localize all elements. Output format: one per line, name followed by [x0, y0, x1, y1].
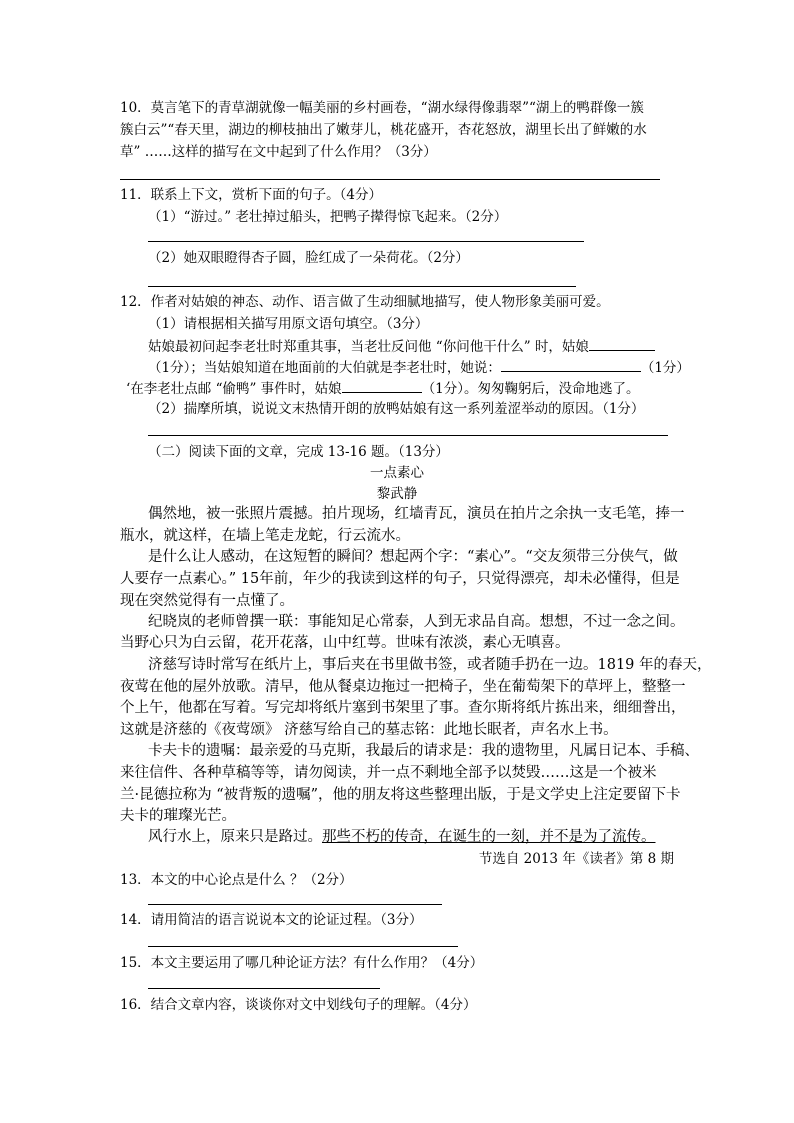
q12-fill-b-text: （1分）；当姑娘知道在地面前的大伯就是李老壮时，她说：	[148, 360, 501, 376]
q12-title: 12．作者对姑娘的神态、动作、语言做了生动细腻地描写，使人物形象美丽可爱。	[120, 294, 610, 310]
q11-sub-1-answer-line[interactable]	[148, 241, 584, 242]
article-paragraph-1-line: 偶然地，被一张照片震撼。拍片现场，红墙青瓦，演员在拍片之余执一支毛笔，捧一	[148, 506, 685, 522]
q12-sub-2-answer-line[interactable]	[148, 435, 668, 436]
q10-line-3: 草” ……这样的描写在文中起到了什么作用？（3分）	[120, 144, 437, 160]
article-paragraph-5-line: 来往信件、各种草稿等等，请勿阅读，并一点不剩地全部予以焚毁……这是一个被米	[120, 765, 657, 781]
q15: 15．本文主要运用了哪几种论证方法？有什么作用？（4分）	[120, 955, 484, 971]
q11-sub-2: （2）她双眼瞪得杏子圆，脸红成了一朵荷花。（2分）	[148, 250, 469, 266]
q13: 13．本文的中心论点是什么 ？（2分）	[120, 872, 353, 888]
q14-answer-line[interactable]	[148, 946, 458, 947]
article-paragraph-2-line: 人要存一点素心。” 15年前，年少的我读到这样的句子，只觉得漂亮，却未必懂得，但是	[120, 571, 680, 587]
q12-fill-c-text: ‘在李老壮点邮 “偷鸭” 事件时，姑娘	[126, 381, 342, 397]
article-paragraph-4-line: 这就是济慈的《夜莺颂》 济慈写给自己的墓志铭：此地长眠者，声名水上书。	[120, 722, 618, 738]
article-paragraph-4-line: 济慈写诗时常写在纸片上，事后夹在书里做书签，或者随手扔在一边。1819 年的春天，	[148, 657, 712, 673]
q12-fill-b-score: （1分）	[640, 360, 690, 376]
q16: 16．结合文章内容，谈谈你对文中划线句子的理解。（4分）	[120, 997, 477, 1013]
q12-blank-2[interactable]	[501, 355, 641, 372]
q10-line-1: 10．莫言笔下的青草湖就像一幅美丽的乡村画卷，“湖水绿得像翡翠”“湖上的鸭群像一簇	[120, 100, 644, 116]
article-source: 节选自 2013 年《读者》第 8 期	[478, 851, 674, 867]
article-paragraph-5-line: 夫卡的璀璨光芒。	[120, 808, 236, 824]
q12-sub-1: （1）请根据相关描写用原文语句填空。（3分）	[148, 316, 429, 332]
q12-fill-c-tail: （1分）。匆匆鞠躬后，没命地逃了。	[421, 381, 640, 397]
article-author: 黎武静	[376, 486, 418, 502]
q11-title: 11．联系上下文，赏析下面的句子。（4分）	[120, 187, 383, 203]
q11-sub-2-answer-line[interactable]	[148, 286, 576, 287]
article-paragraph-2-line: 是什么让人感动，在这短暂的瞬间？想起两个字：“素心”。“交友须带三分侠气，做	[148, 549, 678, 565]
q12-blank-3[interactable]	[342, 376, 422, 393]
q12-sub-2: （2）揣摩所填，说说文末热情开朗的放鸭姑娘有这一系列羞涩举动的原因。（1分）	[148, 401, 645, 417]
underlined-sentence: 那些不朽的传奇，在诞生的一刻，并不是为了流传。	[322, 829, 656, 845]
q12-fill-a-text: 姑娘最初问起李老壮时郑重其事，当老壮反问他 “你问他干什么” 时，姑娘	[148, 339, 589, 355]
article-paragraph-3-line: 纪晓岚的老师曾撰一联：事能知足心常泰，人到无求品自高。想想，不过一念之间。	[148, 614, 685, 630]
article-paragraph-5-line: 卡夫卡的遗嘱：最亲爱的马克斯，我最后的请求是：我的遗物里，凡属日记本、手稿、	[148, 743, 699, 759]
article-paragraph-6-plain: 风行水上，原来只是路过。	[148, 829, 322, 845]
article-paragraph-5-line: 兰·昆德拉称为 “被背叛的遗嘱”，他的朋友将这些整理出版，于是文学史上注定要留下卡	[120, 787, 681, 803]
section-2-heading: （二）阅读下面的文章，完成 13-16 题。（13分）	[148, 444, 449, 460]
article-paragraph-3-line: 当野心只为白云留，花开花落，山中红萼。世味有浓淡，素心无嗔喜。	[120, 635, 570, 651]
q14: 14．请用简洁的语言说说本文的论证过程。（3分）	[120, 912, 423, 928]
article-title: 一点素心	[370, 465, 424, 481]
q11-sub-1: （1）“游过。” 老壮掉过船头，把鸭子撵得惊飞起来。（2分）	[148, 209, 508, 225]
article-paragraph-4-line: 夜莺在他的屋外放歌。清早，他从餐桌边拖过一把椅子，坐在葡萄架下的草坪上，整整一	[120, 679, 686, 695]
q12-blank-1[interactable]	[589, 334, 655, 351]
q13-answer-line[interactable]	[148, 904, 442, 905]
article-paragraph-4-line: 个上午，他都在写着。写完却将纸片塞到书架里了事。查尔斯将纸片拣出来，细细誊出，	[120, 700, 686, 716]
q10-answer-line[interactable]	[120, 179, 660, 180]
article-paragraph-6	[148, 826, 656, 848]
article-paragraph-2-line: 现在突然觉得有一点懂了。	[120, 593, 294, 609]
article-paragraph-1-line: 瓶水，就这样，在墙上笔走龙蛇，行云流水。	[120, 528, 410, 544]
q12-fill-c	[126, 376, 640, 400]
q15-answer-line[interactable]	[148, 988, 380, 989]
q10-line-2: 簇白云”“春天里，湖边的柳枝抽出了嫩芽儿，桃花盛开，杏花怒放，湖里长出了鲜嫩的水	[120, 122, 647, 138]
